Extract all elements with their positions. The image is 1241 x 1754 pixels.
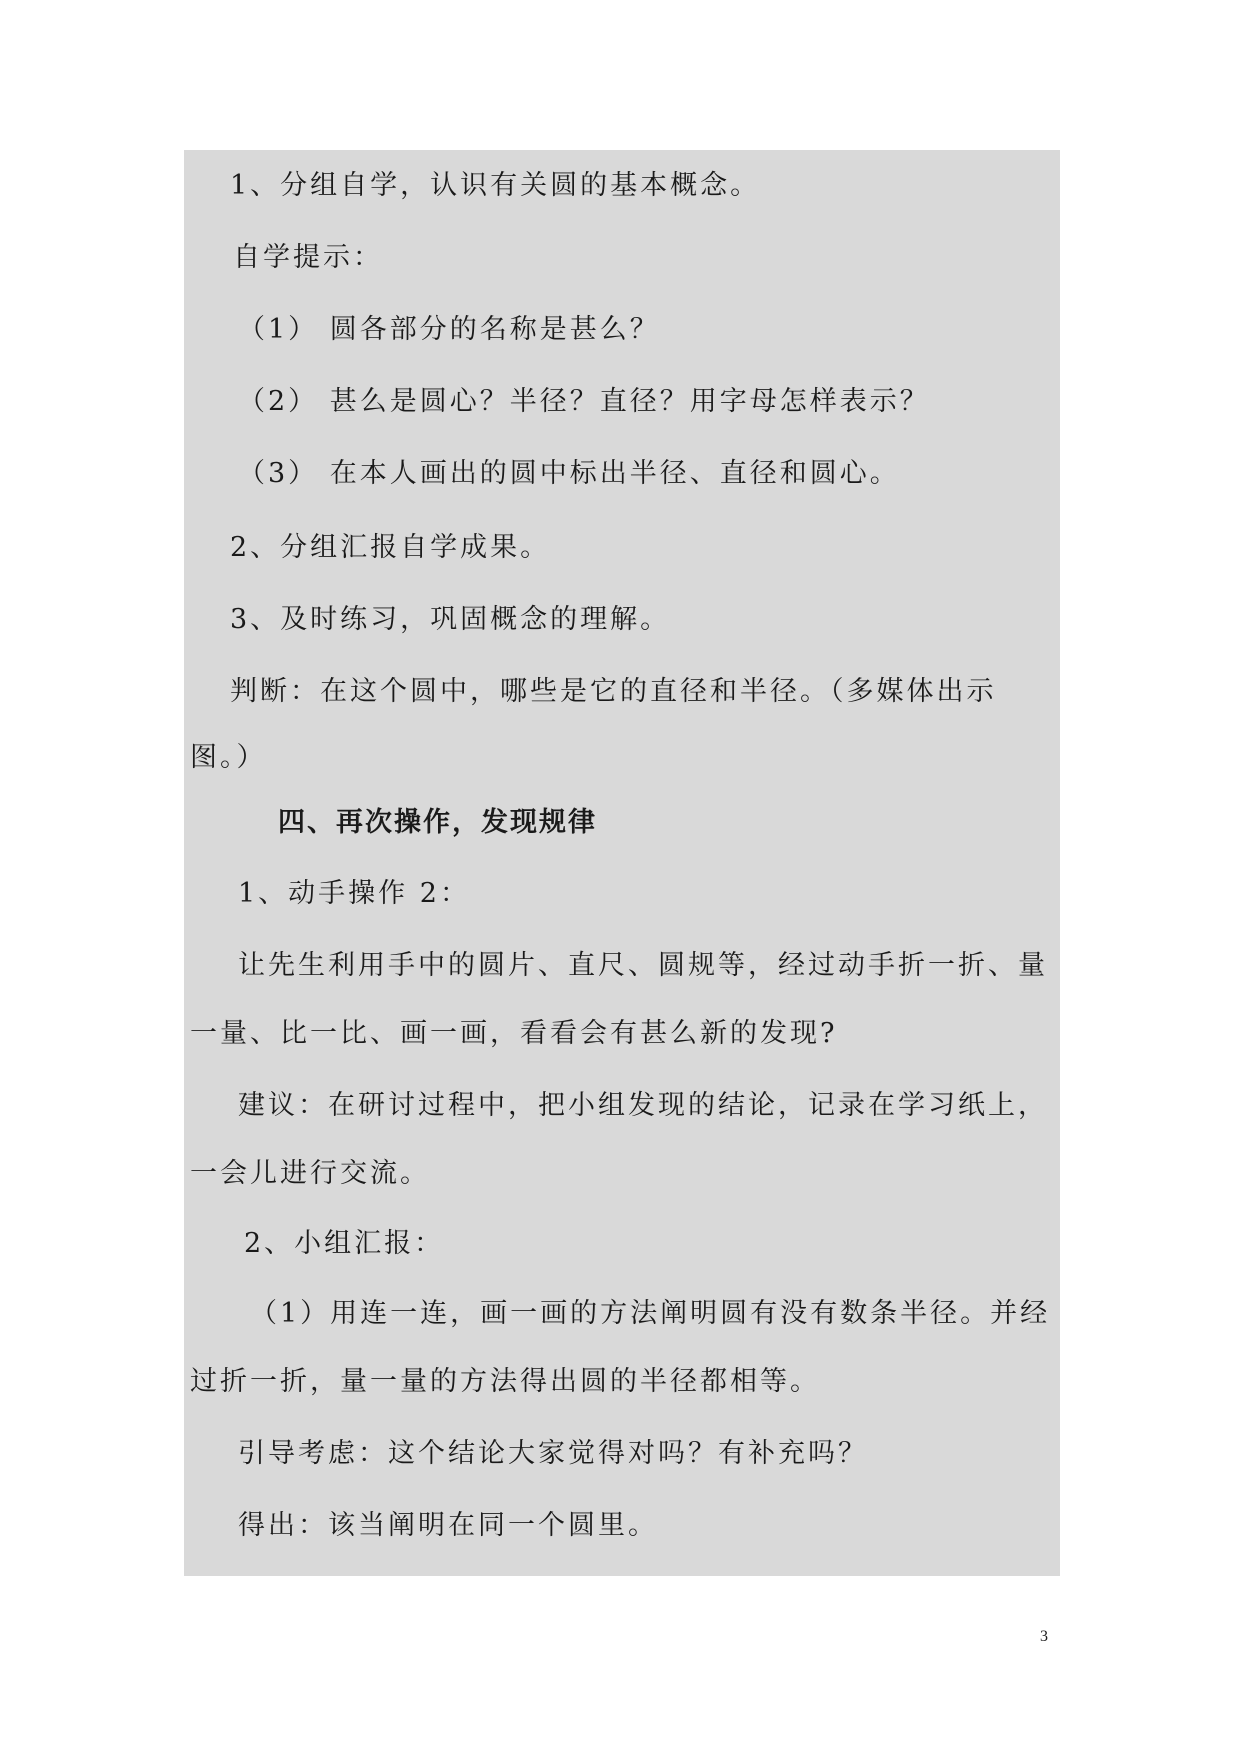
item-1-hands-on: 1、动手操作 2： — [238, 878, 470, 909]
hint-1: （1） 圆各部分的名称是甚么？ — [238, 314, 660, 345]
item-2-group-report: 2、分组汇报自学成果。 — [230, 532, 551, 563]
hint-2: （2） 甚么是圆心？半径？直径？用字母怎样表示？ — [238, 386, 930, 417]
instruction-line-2: 一量、比一比、画一画，看看会有甚么新的发现? — [190, 1018, 838, 1049]
page-number: 3 — [1040, 1628, 1048, 1645]
judgement-line-2: 图。） — [190, 742, 267, 773]
guiding-question: 引导考虑：这个结论大家觉得对吗？有补充吗？ — [238, 1438, 868, 1469]
judgement-line-1: 判断：在这个圆中，哪些是它的直径和半径。（多媒体出示 — [230, 676, 997, 707]
conclusion: 得出：该当阐明在同一个圆里。 — [238, 1510, 658, 1541]
hint-3: （3） 在本人画出的圆中标出半径、直径和圆心。 — [238, 458, 900, 489]
shaded-text-block — [184, 150, 1060, 1576]
item-3-practice: 3、及时练习，巩固概念的理解。 — [230, 604, 671, 635]
section-heading-four: 四、再次操作，发现规律 — [278, 807, 597, 838]
instruction-line-1: 让先生利用手中的圆片、直尺、圆规等，经过动手折一折、量 — [238, 950, 1048, 981]
suggestion-line-1: 建议：在研讨过程中，把小组发现的结论，记录在学习纸上， — [238, 1090, 1048, 1121]
suggestion-line-2: 一会儿进行交流。 — [190, 1158, 430, 1189]
item-2-group-report-2: 2、小组汇报： — [244, 1228, 445, 1259]
report-1-line-1: （1）用连一连，画一画的方法阐明圆有没有数条半径。并经 — [250, 1298, 1051, 1329]
item-1-group-self-study: 1、分组自学，认识有关圆的基本概念。 — [230, 170, 761, 201]
self-study-hint-label: 自学提示： — [233, 242, 383, 273]
report-1-line-2: 过折一折，量一量的方法得出圆的半径都相等。 — [190, 1366, 820, 1397]
